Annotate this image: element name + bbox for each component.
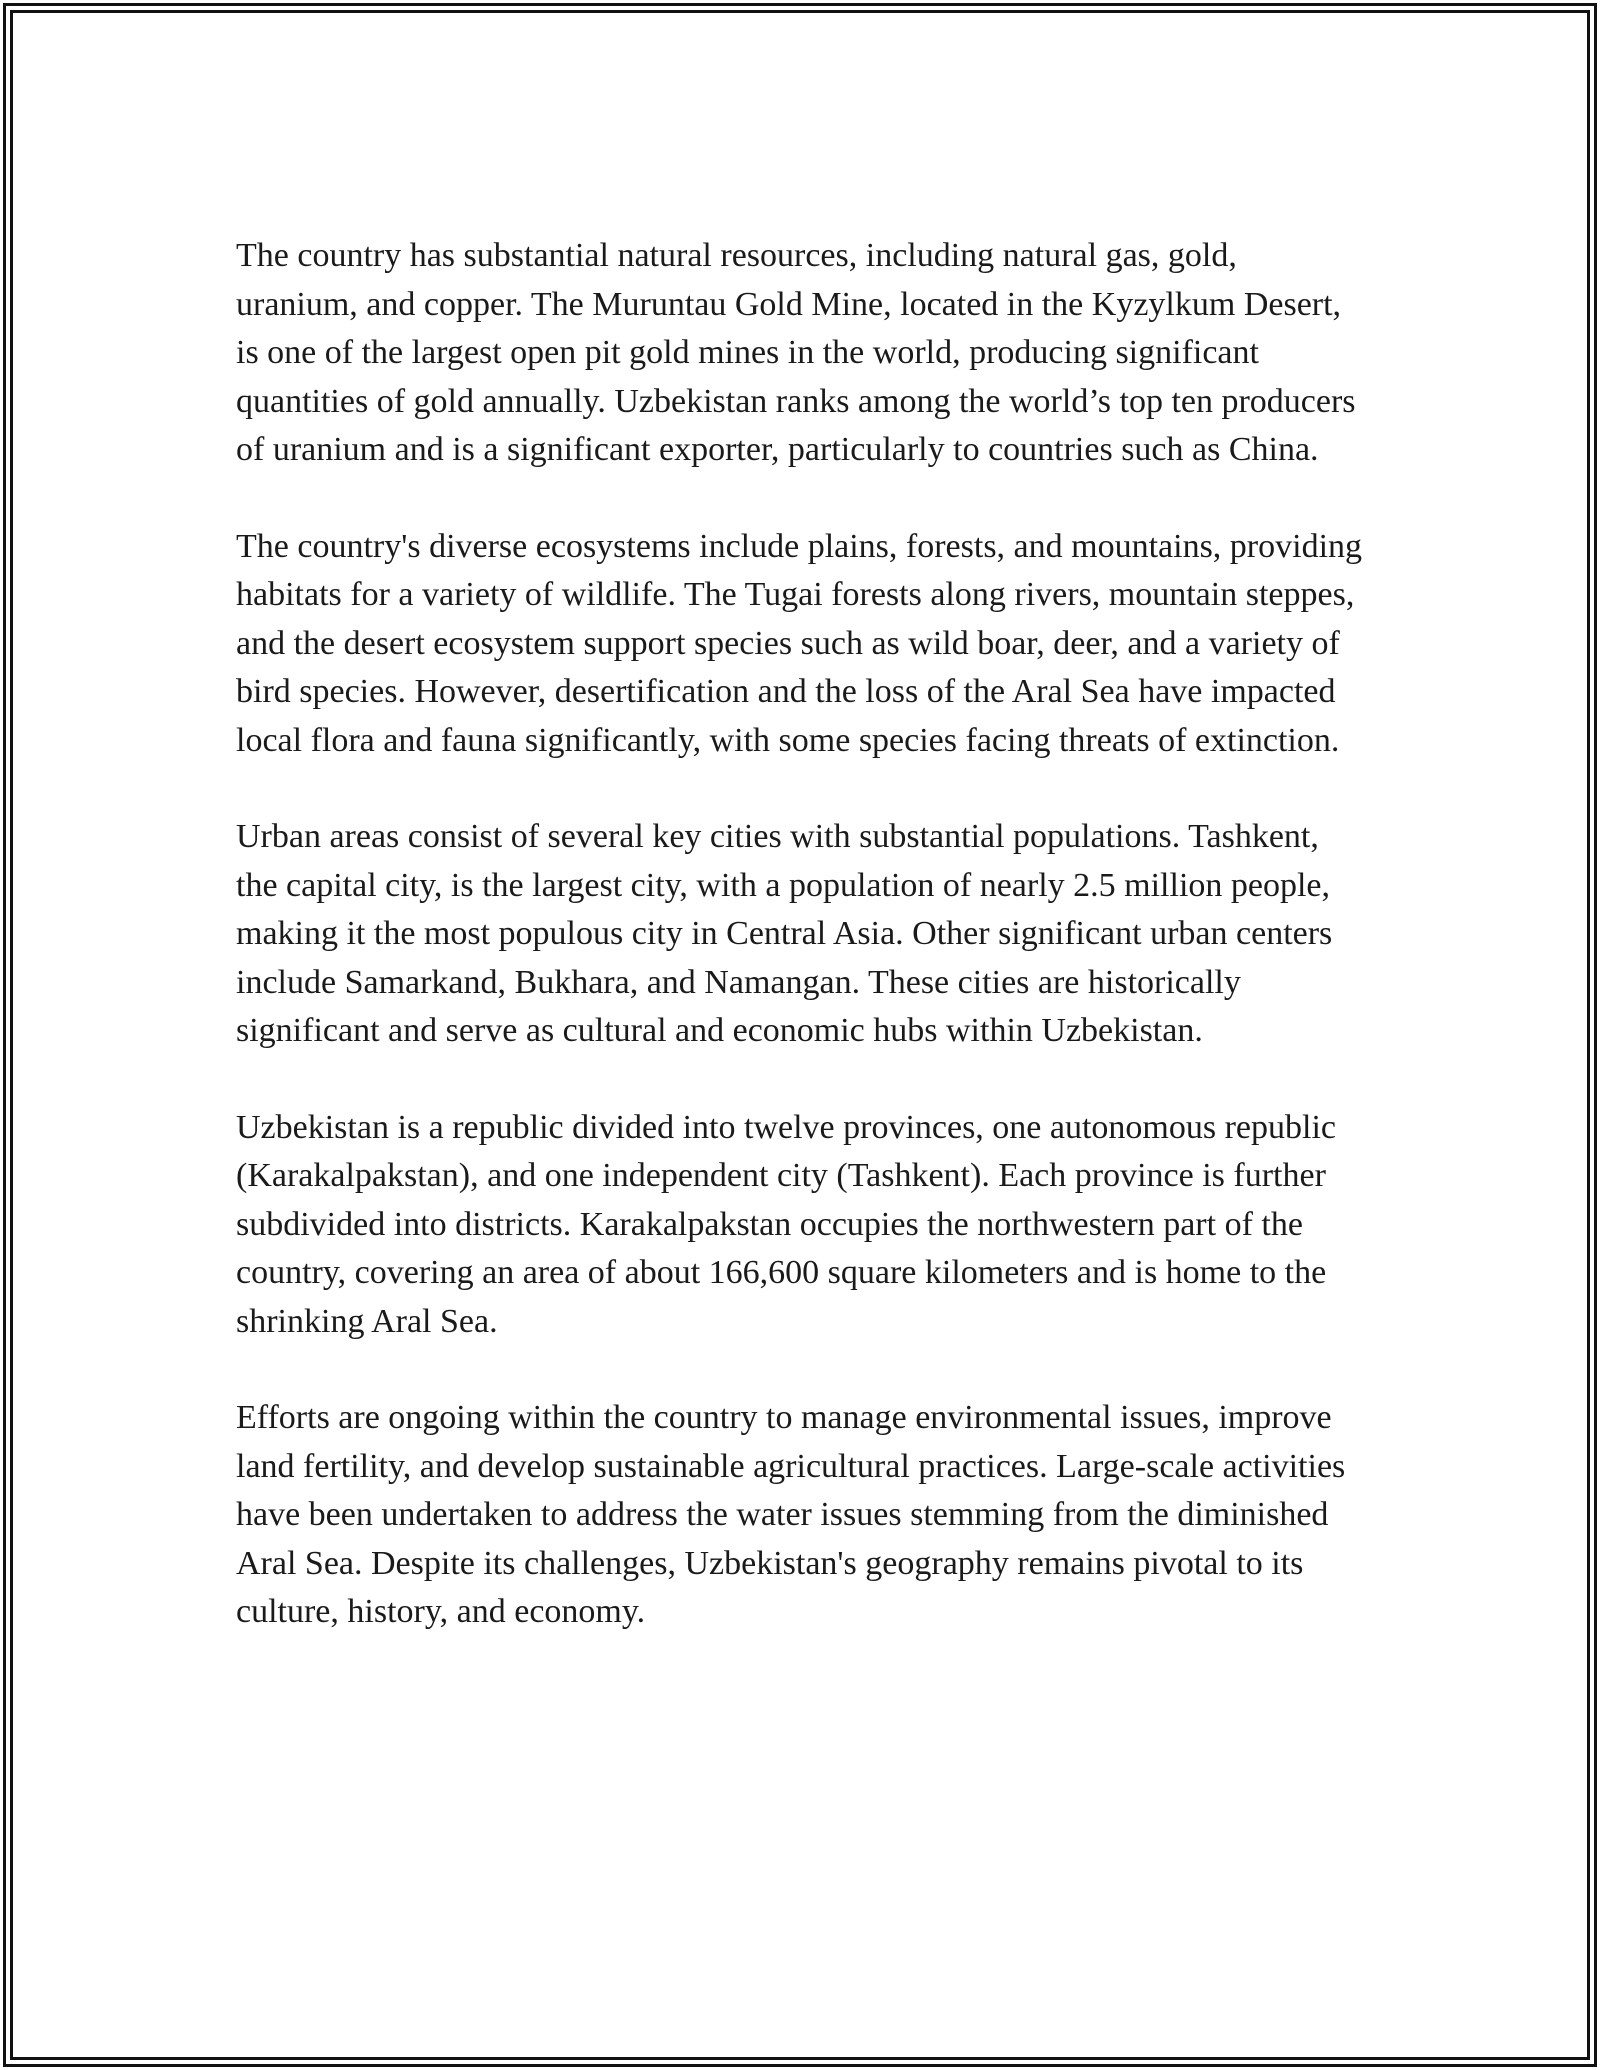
paragraph-environmental-efforts: Efforts are ongoing within the country to manage environmental issues, improve land fertility, and develop sustainable agricultural practices. Large-scale activities have been undertaken to address the water issues stemming from the diminished Aral Sea. Despite its challenges, Uzbekistan's geography remains pivotal to its culture, history, and economy. <box>236 1399 1346 1630</box>
paragraph-natural-resources: The country has substantial natural resources, including natural gas, gold, uranium, and copper. The Muruntau Gold Mine, located in the Kyzylkum Desert, is one of the largest open pit gold mines in the world, producing significant quantities of gold annually. Uzbekistan ranks among the world’s top ten producers of uranium and is a significant exporter, particularly to countries such as China. <box>236 237 1356 468</box>
document-body <box>236 232 1366 1685</box>
paragraph-ecosystems: The country's diverse ecosystems include plains, forests, and mountains, providing habitats for a variety of wildlife. The Tugai forests along rivers, mountain steppes, and the desert ecosystem support species such as wild boar, deer, and a variety of bird species. However, desertification and the loss of the Aral Sea have impacted local flora and fauna significantly, with some species facing threats of extinction. <box>236 527 1363 759</box>
paragraph-urban-areas: Urban areas consist of several key cities with substantial populations. Tashkent, the capital city, is the largest city, with a population of nearly 2.5 million people, making it the most populous city in Central Asia. Other significant urban centers include Samarkand, Bukhara, and Namangan. These cities are historically significant and serve as cultural and economic hubs within Uzbekistan. <box>236 818 1333 1049</box>
paragraph-administrative-divisions: Uzbekistan is a republic divided into twelve provinces, one autonomous republic (Karakalpakstan), and one independent city (Tashkent). Each province is further subdivided into districts. Karakalpakstan occupies the northwestern part of the country, covering an area of about 166,600 square kilometers and is home to the shrinking Aral Sea. <box>236 1108 1337 1340</box>
